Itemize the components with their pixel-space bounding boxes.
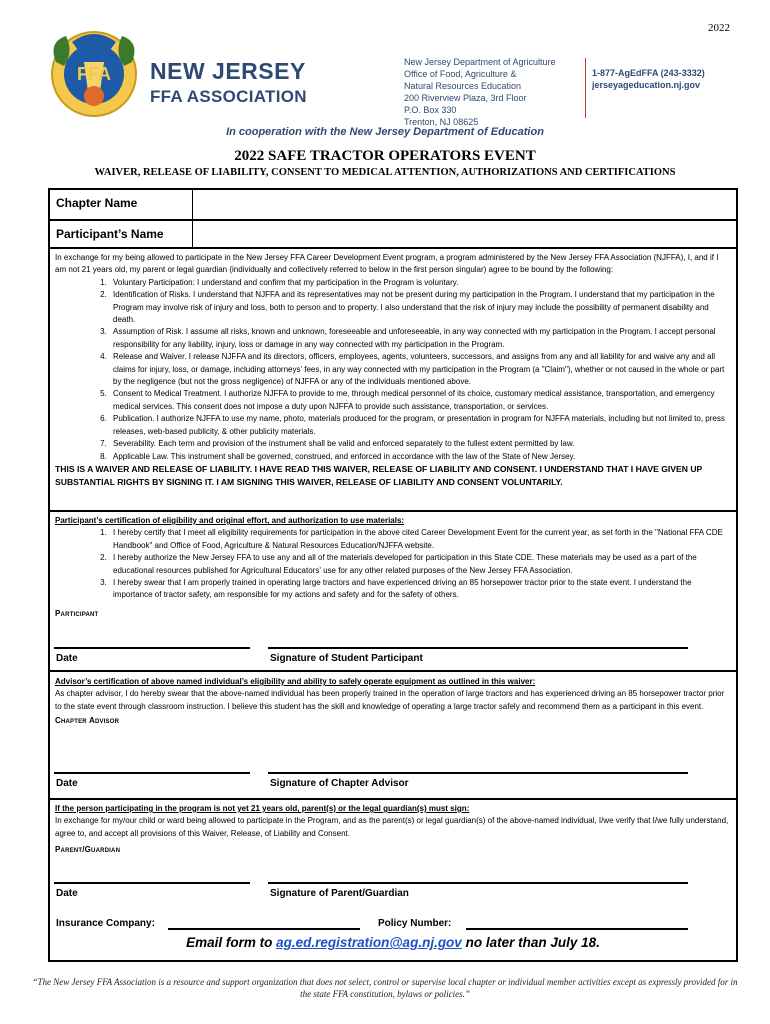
footer-disclaimer: “The New Jersey FFA Association is a resource and support organization that does not select, control or supervise local chapter or individual member activities except as expressly provided for in the state FFA constitution, bylaws or policies.”	[32, 977, 738, 999]
waiver-item: 2. Identification of Risks. I understand that NJFFA and its representatives may not be present during my participation in the Program. I understand that my participation in the Program may involve risk of injury and loss, both to person and to property. I also understand that the risk of injury may include the possibility of permanent disability and death.	[109, 289, 731, 326]
participant-date-line[interactable]	[54, 647, 250, 649]
parent-cert-text: In exchange for my/our child or ward being allowed to participate in the Program, and as the parent(s) or legal guardian(s) of the above-named individual, I/we verify that I/we fully understand, agree to, and accept all provisions of this Waiver, Release, of Liability and Consent.	[55, 816, 729, 838]
waiver-intro: In exchange for my being allowed to participate in the New Jersey FFA Career Development Event program, a program administered by the New Jersey FFA Association (NJFFA), I, and if I am not 21 years old, my parent or legal guardian (individually and collectively referred to below in the first person singular) agree to be bound by the following:	[55, 253, 719, 275]
advisor-signature-line[interactable]	[268, 772, 688, 774]
waiver-item: 5. Consent to Medical Treatment. I authorize NJFFA to provide to me, through medical personnel of its choice, customary medical assistance, transportation, and emergency medical services. This consent does not impose a duty upon NJFFA to provide such assistance, transportation, or services.	[109, 388, 731, 413]
policy-number-field[interactable]	[466, 928, 688, 930]
cert-item: 3. I hereby swear that I am properly trained in operating large tractors and have experienced driving an 85 horsepower tractor prior to the state event. I understand the importance of tractor safety, am responsible for my actions and safety and for the safety of others.	[109, 577, 731, 602]
waiver-item: 3. Assumption of Risk. I assume all risks, known and unknown, foreseeable and unforeseeable, in any way connected with my participation in the Program. I accept personal responsibility for any liability, injury, loss or damage in any way connected with my participation in the Program.	[109, 326, 731, 351]
section-divider	[50, 510, 736, 512]
parent-date-line[interactable]	[54, 882, 250, 884]
page-title: 2022 SAFE TRACTOR OPERATORS EVENT	[234, 148, 536, 164]
participant-name-label: Participant’s Name	[56, 227, 164, 241]
dept-line: New Jersey Department of Agriculture	[404, 57, 556, 67]
email-link[interactable]: ag.ed.registration@ag.nj.gov	[276, 935, 462, 950]
parent-date-label: Date	[56, 888, 78, 899]
parent-role-label: Parent/Guardian	[55, 845, 121, 855]
org-name-line2: FFA ASSOCIATION	[150, 87, 307, 106]
waiver-list	[55, 277, 731, 463]
waiver-item: 7. Severability. Each term and provision of the instrument shall be valid and enforced separately to the fullest extent permitted by law.	[109, 438, 731, 450]
advisor-date-label: Date	[56, 778, 78, 789]
header-divider	[585, 58, 586, 118]
advisor-cert-text: As chapter advisor, I do hereby swear that the above-named individual has been properly trained in the operation of large tractors and has experienced driving an 85 horsepower tractor prior to the state event through classroom instruction. I believe this student has the skill and knowledge of operating a large tractor safely and recommend them as a participant in this event.	[55, 689, 725, 711]
dept-line: Office of Food, Agriculture &	[404, 69, 517, 79]
participant-signature-label: Signature of Student Participant	[270, 653, 423, 664]
participant-cert-heading: Participant’s certification of eligibility and original effort, and authorization to use materials:	[55, 516, 405, 525]
dept-line: Natural Resources Education	[404, 81, 522, 91]
advisor-role-label: Chapter Advisor	[55, 716, 120, 726]
parent-signature-label: Signature of Parent/Guardian	[270, 888, 409, 899]
email-suffix: no later than July 18.	[461, 935, 600, 950]
insurance-company-label: Insurance Company:	[56, 918, 155, 929]
advisor-date-line[interactable]	[54, 772, 250, 774]
participant-signature-line[interactable]	[268, 647, 688, 649]
advisor-cert-section	[55, 676, 731, 728]
website-link[interactable]: jerseyageducation.nj.gov	[592, 80, 701, 90]
chapter-name-field[interactable]	[192, 190, 736, 219]
advisor-signature-label: Signature of Chapter Advisor	[270, 778, 409, 789]
contact-info	[592, 67, 705, 91]
insurance-company-field[interactable]	[168, 928, 360, 930]
waiver-item: 4. Release and Waiver. I release NJFFA and its directors, officers, employees, agents, volunteers, successors, and assigns from any and all liability for and waive any and all claims for injury, loss, or damage, including attorneys' fees, in any way connected with my participation in the Program (a "Claim"), whether or not caused in the whole or part by the negligence (but not the gross negligence) of NJFFA or any of the individuals mentioned above.	[109, 351, 731, 388]
document-year: 2022	[708, 22, 730, 34]
section-divider	[50, 670, 736, 672]
participant-cert-list	[55, 527, 731, 601]
participant-name-row	[50, 221, 736, 249]
waiver-section	[55, 252, 731, 489]
page-subtitle: WAIVER, RELEASE OF LIABILITY, CONSENT TO MEDICAL ATTENTION, AUTHORIZATIONS AND CERTIFICATIONS	[94, 167, 676, 178]
participant-date-label: Date	[56, 653, 78, 664]
chapter-name-row	[50, 190, 736, 221]
parent-cert-section	[55, 803, 731, 857]
ffa-emblem-icon	[44, 22, 144, 122]
waiver-closing: THIS IS A WAIVER AND RELEASE OF LIABILITY. I HAVE READ THIS WAIVER, RELEASE OF LIABILITY AND CONSENT. I UNDERSTAND THAT I HAVE GIVEN UP SUBSTANTIAL RIGHTS BY SIGNING IT. I AM SIGNING THIS WAIVER, RELEASE OF LIABILITY AND CONSENT VOLUNTARILY.	[55, 463, 703, 487]
dept-line: 200 Riverview Plaza, 3rd Floor	[404, 93, 527, 103]
waiver-form	[48, 188, 738, 962]
participant-name-field[interactable]	[192, 221, 736, 247]
participant-cert-section	[55, 515, 731, 620]
cooperation-line: In cooperation with the New Jersey Department of Education	[226, 126, 544, 138]
svg-text:FFA: FFA	[77, 64, 111, 84]
participant-role-label: Participant	[55, 608, 99, 618]
section-divider	[50, 798, 736, 800]
chapter-name-label: Chapter Name	[56, 196, 138, 210]
cert-item: 2. I hereby authorize the New Jersey FFA to use any and all of the materials developed for participation in this State CDE. These materials may be used as a part of the educational resources published for Agricultural Educators' use for any other related purposes of the New Jersey FFA Association.	[109, 552, 731, 577]
phone-number: 1-877-AgEdFFA (243-3332)	[592, 68, 705, 78]
org-name-line1: NEW JERSEY	[150, 58, 306, 84]
email-instruction	[48, 935, 738, 950]
cert-item: 1. I hereby certify that I meet all eligibility requirements for participation in the above cited Career Development Event for the current year, as set forth in the "National FFA CDE Handbook" and Office of Food, Agriculture & Natural Resources Education/NJFFA website.	[109, 527, 731, 552]
dept-address	[404, 56, 556, 128]
policy-number-label: Policy Number:	[378, 918, 452, 929]
email-prefix: Email form to	[186, 935, 277, 950]
org-name	[150, 60, 307, 105]
advisor-cert-heading: Advisor’s certification of above named individual’s eligibility and ability to safely operate equipment as outlined in this waiver:	[55, 677, 536, 686]
parent-signature-line[interactable]	[268, 882, 688, 884]
dept-line: Trenton, NJ 08625	[404, 117, 479, 127]
waiver-item: 6. Publication. I authorize NJFFA to use my name, photo, materials produced for the program, or presentation in program for NJFFA materials, including but not limited to, press releases, web-based publicity, & other publicity materials.	[109, 413, 731, 438]
waiver-item: 1. Voluntary Participation: I understand and confirm that my participation in the Program is voluntary.	[109, 277, 731, 289]
dept-line: P.O. Box 330	[404, 105, 457, 115]
waiver-item: 8. Applicable Law. This instrument shall be governed, construed, and enforced in accordance with the law of the State of New Jersey.	[109, 451, 731, 463]
parent-cert-heading: If the person participating in the program is not yet 21 years old, parent(s) or the legal guardian(s) must sign:	[55, 804, 470, 813]
